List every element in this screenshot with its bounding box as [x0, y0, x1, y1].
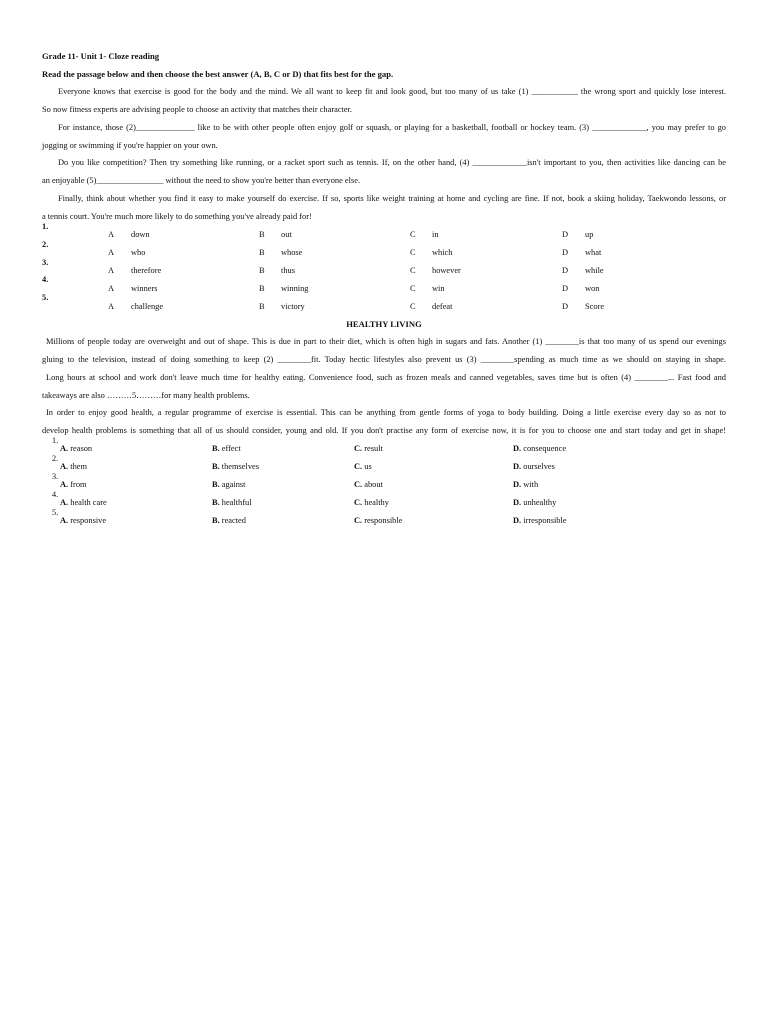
- option-letter-b: B.: [212, 444, 220, 453]
- option-text[interactable]: won: [585, 284, 600, 293]
- option-letter-a: A: [108, 302, 115, 311]
- option-text[interactable]: thus: [281, 266, 295, 275]
- option-d[interactable]: [513, 462, 555, 471]
- option-letter-d: D: [562, 302, 569, 311]
- option-letter-a: A: [108, 230, 115, 239]
- option-letter-c: C.: [354, 516, 363, 525]
- option-d[interactable]: [513, 480, 538, 489]
- option-letter-d: D: [562, 230, 569, 239]
- option-a[interactable]: [60, 462, 87, 471]
- option-text: effect: [221, 444, 241, 453]
- question-number: 3.: [42, 258, 49, 267]
- option-text: them: [70, 462, 87, 471]
- question-number: 2.: [52, 454, 59, 463]
- question-number: 2.: [42, 240, 49, 249]
- option-c[interactable]: [354, 444, 383, 453]
- option-text[interactable]: challenge: [131, 302, 164, 311]
- passage1-line: Finally, think about whether you find it easy to make yourself do exercise. If so, sports like weight training at home and cycling are fine. If not, book a skiing holiday, Taekwondo lessons, or: [58, 194, 726, 203]
- passage1-line: Do you like competition? Then try something like running, or a racket sport such as tennis. If, on the other hand, (4) _____________isn't important to you, then activities like dancing can be: [58, 158, 726, 167]
- option-letter-b: B: [259, 248, 265, 257]
- passage2-line: takeaways are also ………5………for many health problems.: [42, 391, 250, 400]
- option-text[interactable]: win: [432, 284, 445, 293]
- option-letter-c: C.: [354, 498, 363, 507]
- option-text[interactable]: who: [131, 248, 146, 257]
- option-text[interactable]: down: [131, 230, 150, 239]
- option-b[interactable]: [212, 498, 252, 507]
- option-letter-b: B.: [212, 462, 220, 471]
- worksheet-instruction: Read the passage below and then choose the best answer (A, B, C or D) that fits best for the gap.: [42, 69, 394, 79]
- option-text: reason: [70, 444, 93, 453]
- option-a[interactable]: [60, 480, 87, 489]
- question-number: 1.: [42, 222, 49, 231]
- option-letter-c: C.: [354, 480, 363, 489]
- question-number: 5.: [42, 293, 49, 302]
- option-letter-a: A: [108, 266, 115, 275]
- passage2-line: develop health problems is something that all of us should consider, young and old. If you don't practise any form of exercise now, it is for you to choose one and start today and get in shape!: [42, 426, 726, 435]
- option-text: ourselves: [523, 462, 555, 471]
- option-letter-d: D.: [513, 444, 522, 453]
- option-text[interactable]: defeat: [432, 302, 453, 311]
- option-text[interactable]: whose: [281, 248, 303, 257]
- passage1-line: a tennis court. You're much more likely to do something you've already paid for!: [42, 212, 312, 221]
- option-text: health care: [70, 498, 107, 507]
- option-text[interactable]: therefore: [131, 266, 162, 275]
- option-text: healthful: [221, 498, 252, 507]
- passage2-heading: HEALTHY LIVING: [346, 319, 422, 329]
- option-a[interactable]: [60, 498, 107, 507]
- option-b[interactable]: [212, 444, 241, 453]
- option-letter-c: C.: [354, 462, 363, 471]
- option-text[interactable]: victory: [281, 302, 305, 311]
- passage1-line: For instance, those (2)______________ like to be with other people often enjoy golf or squash, or playing for a basketball, football or hockey team. (3) _____________, you may prefer to go: [58, 123, 726, 132]
- option-letter-a: A.: [60, 444, 69, 453]
- option-letter-c: C: [410, 284, 416, 293]
- option-text[interactable]: winners: [131, 284, 158, 293]
- option-letter-d: D.: [513, 516, 522, 525]
- option-text: unhealthy: [523, 498, 557, 507]
- passage2-line: In order to enjoy good health, a regular programme of exercise is essential. This can be anything from gentle forms of yoga to body building. Doing a little exercise every day so as not to: [46, 408, 726, 417]
- option-c[interactable]: [354, 498, 389, 507]
- option-text[interactable]: which: [432, 248, 453, 257]
- option-letter-c: C: [410, 302, 416, 311]
- option-letter-d: D.: [513, 480, 522, 489]
- question-number: 3.: [52, 472, 59, 481]
- option-text: healthy: [364, 498, 389, 507]
- option-text: reacted: [221, 516, 246, 525]
- option-text[interactable]: however: [432, 266, 461, 275]
- option-letter-c: C.: [354, 444, 363, 453]
- option-letter-b: B: [259, 266, 265, 275]
- option-letter-b: B: [259, 284, 265, 293]
- option-letter-b: B.: [212, 498, 220, 507]
- option-letter-c: C: [410, 230, 416, 239]
- option-letter-d: D.: [513, 462, 522, 471]
- passage1-line: jogging or swimming if you're happier on your own.: [42, 141, 218, 150]
- option-a[interactable]: [60, 444, 92, 453]
- option-text: irresponsible: [523, 516, 567, 525]
- option-a[interactable]: [60, 516, 106, 525]
- option-text[interactable]: up: [585, 230, 594, 239]
- option-letter-a: A.: [60, 516, 69, 525]
- option-d[interactable]: [513, 516, 567, 525]
- option-text: responsible: [364, 516, 403, 525]
- option-text: from: [70, 480, 87, 489]
- option-b[interactable]: [212, 480, 246, 489]
- passage1-line: Everyone knows that exercise is good for the body and the mind. We all want to keep fit and look good, but too many of us take (1) ___________ the wrong sport and quickly lose interest.: [58, 87, 726, 96]
- passage1-line: So now fitness experts are advising people to choose an activity that matches their character.: [42, 105, 353, 114]
- option-text[interactable]: what: [585, 248, 602, 257]
- option-letter-d: D: [562, 266, 569, 275]
- option-d[interactable]: [513, 444, 566, 453]
- option-text: result: [364, 444, 383, 453]
- option-letter-c: C: [410, 266, 416, 275]
- option-letter-b: B.: [212, 516, 220, 525]
- option-letter-b: B: [259, 302, 265, 311]
- question-number: 4.: [52, 490, 59, 499]
- option-text: responsive: [70, 516, 107, 525]
- option-letter-d: D: [562, 284, 569, 293]
- passage2-line: Millions of people today are overweight and out of shape. This is due in part to their diet, which is often high in sugars and fats. Another (1) ________is that too many of us spend our evenings: [46, 337, 726, 346]
- option-d[interactable]: [513, 498, 556, 507]
- option-letter-b: B: [259, 230, 265, 239]
- question-number: 5.: [52, 508, 59, 517]
- option-text: us: [364, 462, 372, 471]
- passage1-line: an enjoyable (5)________________ without the need to show you're better than everyone else.: [42, 176, 361, 185]
- option-text: about: [364, 480, 383, 489]
- question-number: 1.: [52, 436, 59, 445]
- option-c[interactable]: [354, 516, 402, 525]
- option-letter-d: D: [562, 248, 569, 257]
- question-number: 4.: [42, 275, 49, 284]
- option-b[interactable]: [212, 516, 246, 525]
- option-letter-a: A.: [60, 480, 69, 489]
- option-c[interactable]: [354, 480, 383, 489]
- option-text[interactable]: while: [585, 266, 604, 275]
- option-c[interactable]: [354, 462, 372, 471]
- passage2-line: Long hours at school and work don't leave much time for healthy eating. Convenience food, such as frozen meals and canned vegetables, saves time but is often (4) ________... Fast food and: [46, 373, 726, 382]
- option-letter-a: A: [108, 284, 115, 293]
- option-text[interactable]: in: [432, 230, 439, 239]
- passage2-line: gluing to the television, instead of doing something to keep (2) ________fit. Today hectic lifestyles also prevent us (3) ________spending as much time as we should on staying in shape.: [42, 355, 726, 364]
- option-text: themselves: [221, 462, 259, 471]
- option-text[interactable]: Score: [585, 302, 605, 311]
- option-text: consequence: [523, 444, 567, 453]
- option-letter-a: A.: [60, 462, 69, 471]
- option-letter-a: A: [108, 248, 115, 257]
- option-text[interactable]: winning: [281, 284, 309, 293]
- option-letter-a: A.: [60, 498, 69, 507]
- option-text[interactable]: out: [281, 230, 292, 239]
- option-letter-d: D.: [513, 498, 522, 507]
- worksheet-title: Grade 11- Unit 1- Cloze reading: [42, 51, 160, 61]
- option-letter-b: B.: [212, 480, 220, 489]
- option-b[interactable]: [212, 462, 259, 471]
- option-text: with: [523, 480, 539, 489]
- option-text: against: [221, 480, 246, 489]
- option-letter-c: C: [410, 248, 416, 257]
